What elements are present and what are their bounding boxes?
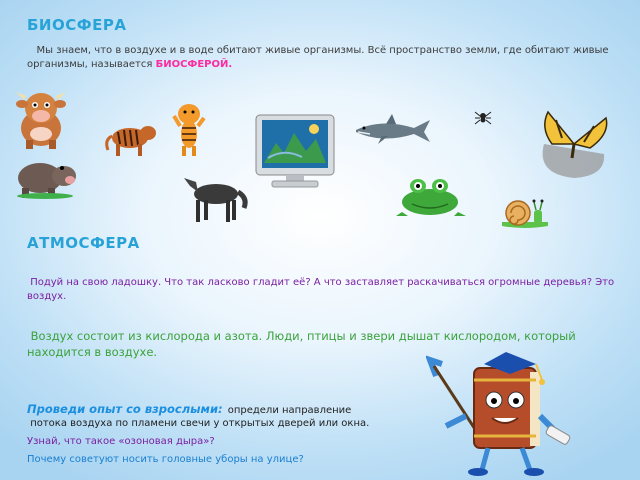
butterfly-image <box>534 104 612 180</box>
experiment-title: Проведи опыт со взрослыми: <box>27 402 223 416</box>
atmosphere-paragraph-1 <box>27 276 627 304</box>
biosphere-highlight: БИОСФЕРОЙ. <box>155 59 233 70</box>
atmosphere-text-1: Подуй на свою ладошку. Что так ласково гладит её? А что заставляет раскачиваться огромные деревья? Это воздух. <box>27 277 615 302</box>
computer-monitor-image <box>254 113 336 189</box>
biosphere-text: Мы знаем, что в воздухе и в воде обитают живые организмы. Всё пространство земли, где обитают живые организмы, называется <box>27 45 609 70</box>
experiment-line-3: Узнай, что такое «озоновая дыра»? <box>27 436 215 447</box>
cow-image <box>12 84 70 150</box>
shark-image <box>352 112 432 148</box>
atmosphere-text-2: Воздух состоит из кислорода и азота. Люди, птицы и звери дышат кислородом, который находится в воздухе. <box>27 329 576 359</box>
experiment-line-4: Почему советуют носить головные уборы на улице? <box>27 454 304 465</box>
book-professor-image <box>426 346 586 476</box>
biosphere-title: БИОСФЕРА <box>27 16 127 34</box>
experiment-line-1 <box>27 398 447 418</box>
biosphere-paragraph <box>27 44 627 72</box>
atmosphere-title: АТМОСФЕРА <box>27 234 140 252</box>
experiment-text-2: потока воздуха по пламени свечи у открытых дверей или окна. <box>30 418 370 429</box>
tiger-image <box>104 118 158 158</box>
wolf-image <box>182 172 250 224</box>
experiment-text-1: определи направление <box>227 405 352 416</box>
spider-image <box>474 108 492 126</box>
frog-image <box>396 174 466 218</box>
experiment-line-2 <box>27 417 447 431</box>
snail-image <box>500 196 550 232</box>
tiger-cub-image <box>172 100 206 158</box>
hippo-image <box>10 150 80 200</box>
